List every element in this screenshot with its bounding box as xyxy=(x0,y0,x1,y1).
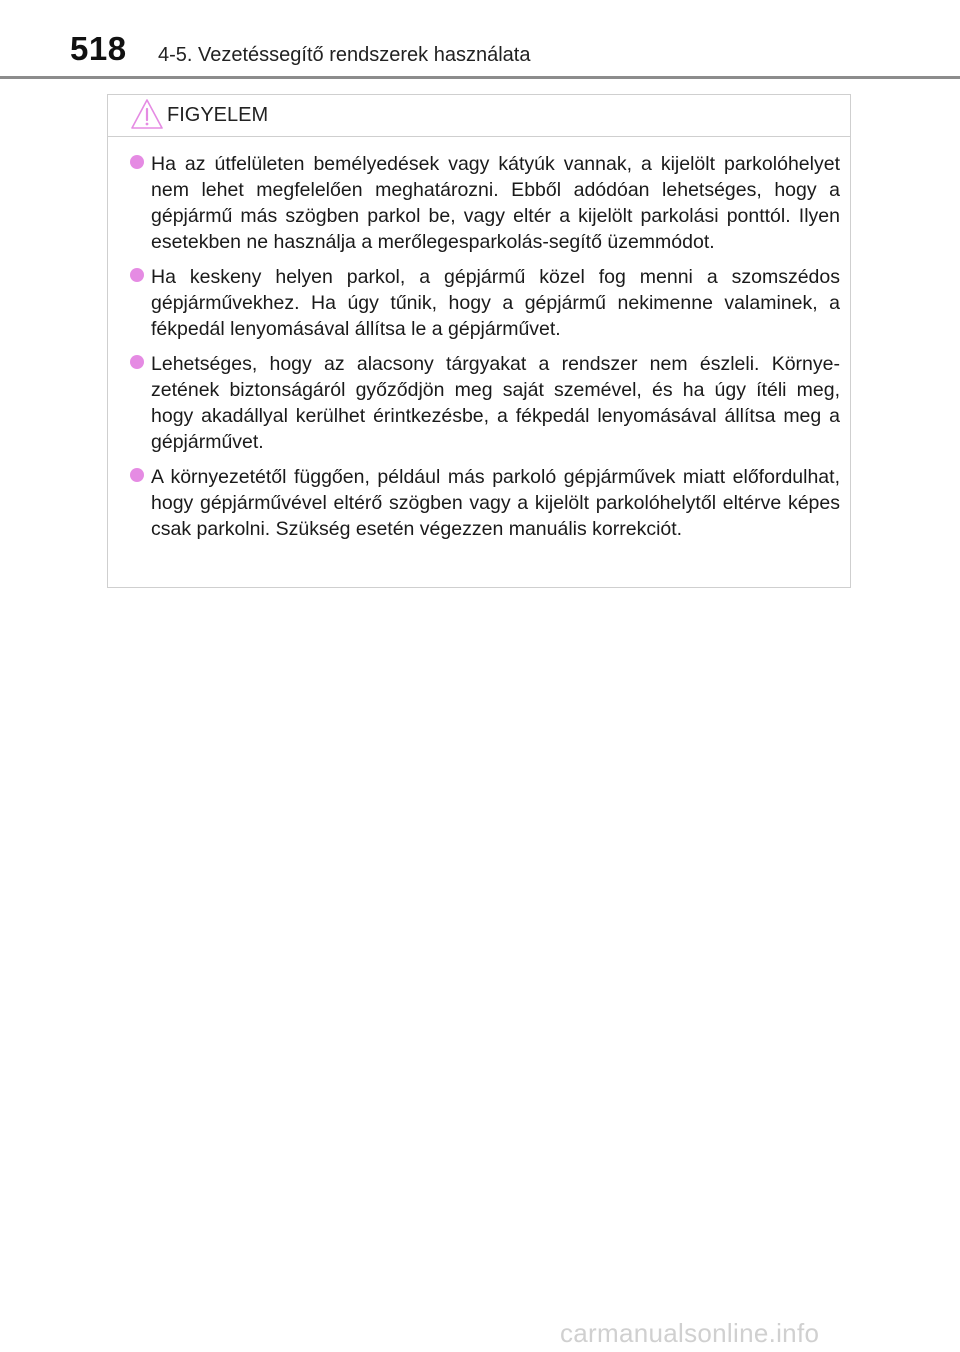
bullet-icon xyxy=(130,155,144,169)
warning-item-text: Lehetséges, hogy az alacsony tárgyakat a rendszer nem észleli. Környezetének biztonságáról győződjön meg saját szemével, és ha úgy ítéli meg, hogy akadállyal kerülhet érintkezésbe, a fékpedál lenyomásával állítsa meg a gépjárművet. xyxy=(151,353,840,453)
warning-item-text: A környezetétől függően, például más parkoló gépjárművek miatt előfordulhat, hogy gépjárművével eltérő szögben vagy a kijelölt parkolóhelytől eltérve képes csak parkolni. Szükség esetén végezzen manuális korrekciót. xyxy=(151,466,840,540)
section-title: 4-5. Vezetéssegítő rendszerek használata xyxy=(158,44,531,66)
warning-triangle-icon xyxy=(130,98,164,130)
warning-item-text: Ha az útfelületen bemélyedések vagy kátyúk vannak, a kijelölt parkolóhelyet nem lehet megfelelően meghatározni. Ebből adódóan lehetséges, hogy a gépjármű más szögben parkol be, vagy eltér a kijelölt parkolási ponttól. Ilyen esetekben ne használja a merőlegesparkolás-segítő üzemmódot. xyxy=(151,153,840,253)
header-divider xyxy=(0,76,960,79)
watermark: carmanualsonline.info xyxy=(560,1318,820,1348)
warning-item xyxy=(130,351,840,455)
warning-box xyxy=(107,94,851,588)
warning-item xyxy=(130,464,840,542)
page-number: 518 xyxy=(70,30,127,67)
bullet-icon xyxy=(130,355,144,369)
warning-item xyxy=(130,264,840,342)
warning-item-text: Ha keskeny helyen parkol, a gépjármű közel fog menni a szomszédos gépjárművekhez. Ha úgy tűnik, hogy a gépjármű nekimenne valaminek, a fékpedál lenyomásával állítsa le a gépjárművet. xyxy=(151,266,840,340)
warning-header xyxy=(108,95,850,137)
warning-list xyxy=(108,137,850,542)
bullet-icon xyxy=(130,268,144,282)
bullet-icon xyxy=(130,468,144,482)
page-header xyxy=(0,0,960,80)
warning-item xyxy=(130,151,840,255)
warning-title: FIGYELEM xyxy=(167,104,269,126)
